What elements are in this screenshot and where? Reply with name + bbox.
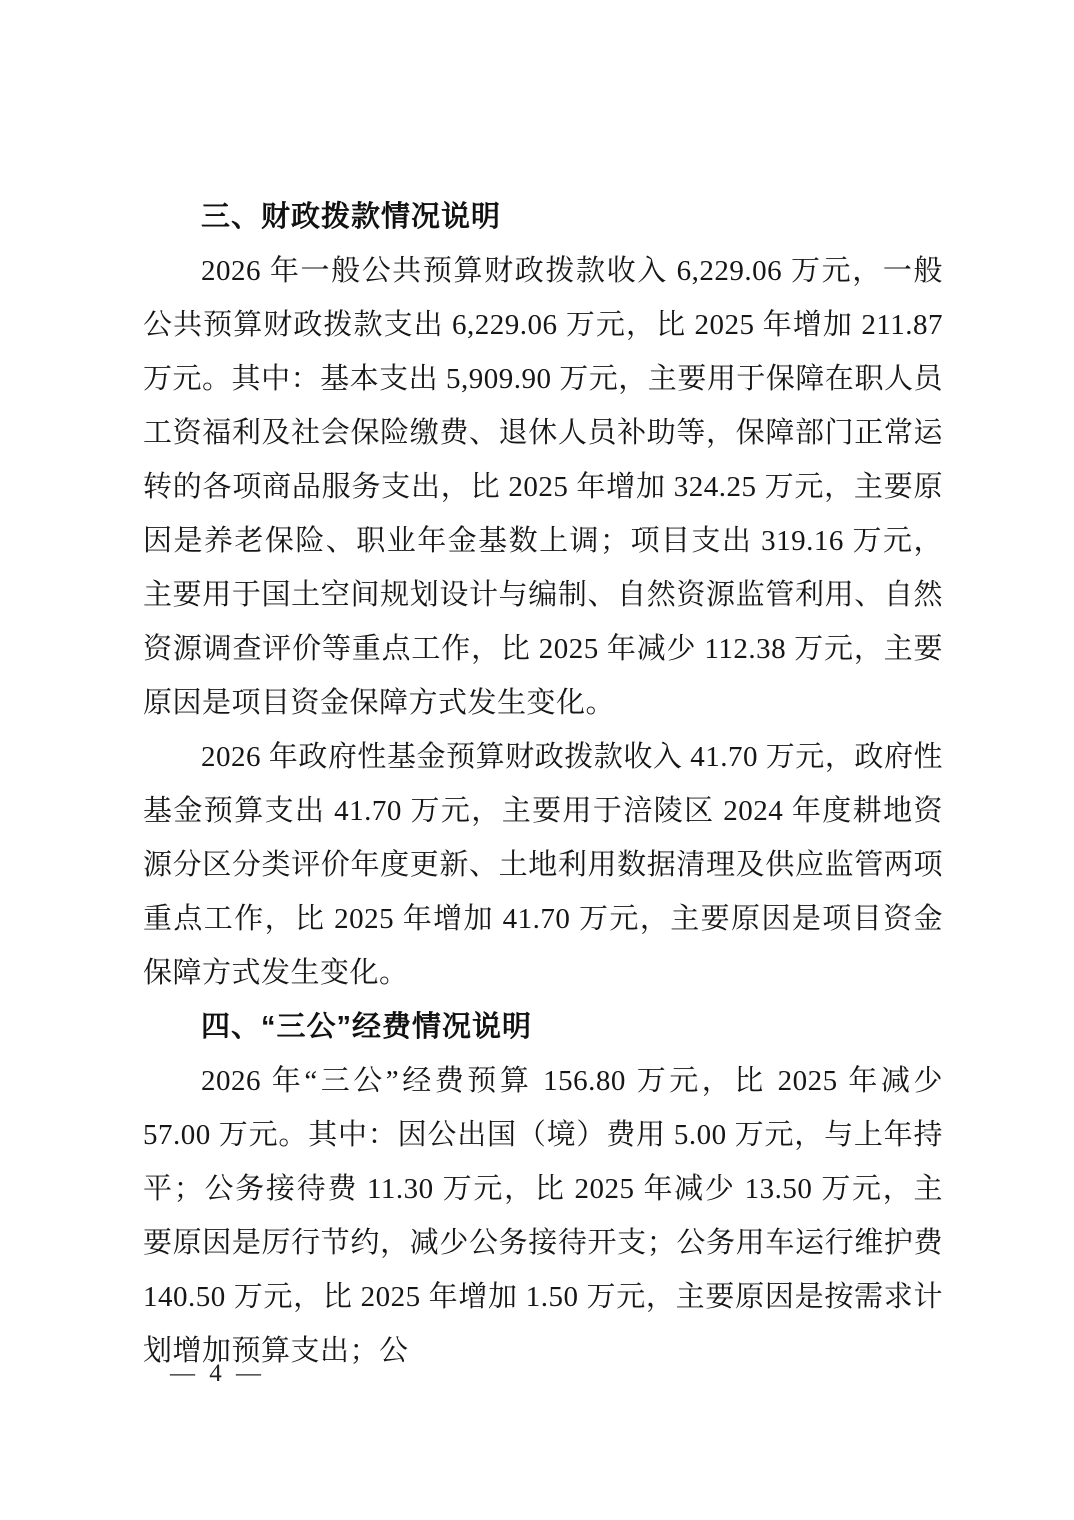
page-number: — 4 — xyxy=(170,1360,265,1387)
document-body xyxy=(143,190,943,1378)
paragraph-three-public-expenses: 2026 年“三公”经费预算 156.80 万元，比 2025 年减少 57.00 万元。其中：因公出国（境）费用 5.00 万元，与上年持平；公务接待费 11.30 万元，比 2025 年减少 13.50 万元，主要原因是厉行节约，减少公务接待开支；公务用车运行维护费 140.50 万元，比 2025 年增加 1.50 万元，主要原因是按需求计划增加预算支出；公 xyxy=(143,1065,943,1367)
section-heading-three-public-expenses: 四、“三公”经费情况说明 xyxy=(201,1011,533,1043)
section-heading-fiscal-appropriation: 三、财政拨款情况说明 xyxy=(201,201,502,233)
paragraph-general-public-budget: 2026 年一般公共预算财政拨款收入 6,229.06 万元，一般公共预算财政拨款支出 6,229.06 万元，比 2025 年增加 211.87 万元。其中：基本支出 5,909.90 万元，主要用于保障在职人员工资福利及社会保险缴费、退休人员补助等，保障部门正常运转的各项商品服务支出，比 2025 年增加 324.25 万元，主要原因是养老保险、职业年金基数上调；项目支出 319.16 万元，主要用于国土空间规划设计与编制、自然资源监管利用、自然资源调查评价等重点工作，比 2025 年减少 112.38 万元，主要原因是项目资金保障方式发生变化。 xyxy=(143,255,943,719)
paragraph-government-fund-budget: 2026 年政府性基金预算财政拨款收入 41.70 万元，政府性基金预算支出 41.70 万元，主要用于涪陵区 2024 年度耕地资源分区分类评价年度更新、土地利用数据清理及供应监管两项重点工作，比 2025 年增加 41.70 万元，主要原因是项目资金保障方式发生变化。 xyxy=(143,741,943,989)
